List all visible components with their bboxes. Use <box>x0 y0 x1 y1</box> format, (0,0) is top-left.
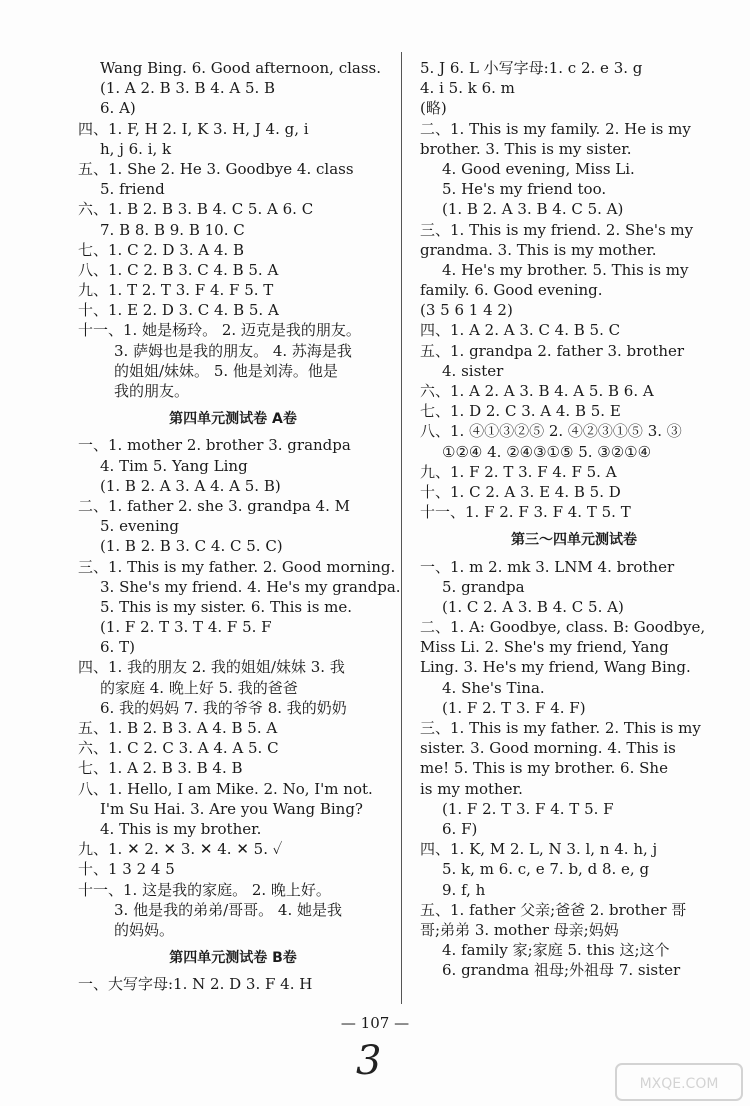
answer-line: is my mother. <box>420 779 523 798</box>
right-answer-column <box>420 58 728 980</box>
answer-line: 九、1. ✕ 2. ✕ 3. ✕ 4. ✕ 5. ✓ <box>78 840 283 859</box>
section-heading: 第四单元测试卷 A卷 <box>169 411 297 428</box>
answer-line: 四、1. 我的朋友 2. 我的姐姐/妹妹 3. 我 <box>78 658 345 677</box>
answer-line: 四、1. F, H 2. I, K 3. H, J 4. g, i <box>78 119 309 138</box>
answer-line: (1. F 2. T 3. F 4. T 5. F <box>442 799 614 818</box>
answer-line: (略) <box>420 99 447 118</box>
answer-line: (1. B 2. A 3. A 4. A 5. B) <box>100 476 281 495</box>
answer-line: 6. A) <box>100 99 136 118</box>
answer-line: 二、1. father 2. she 3. grandpa 4. M <box>78 496 350 515</box>
answer-line: 六、1. A 2. A 3. B 4. A 5. B 6. A <box>420 382 654 400</box>
answer-line: 三、1. This is my friend. 2. She's my <box>420 220 694 239</box>
answer-line: 4. sister <box>442 361 504 380</box>
answer-line: 6. T) <box>100 638 135 657</box>
answer-line: 十、1. E 2. D 3. C 4. B 5. A <box>78 301 279 320</box>
answer-line: (1. A 2. B 3. B 4. A 5. B <box>100 79 276 98</box>
answer-line: 四、1. K, M 2. L, N 3. l, n 4. h, j <box>420 840 658 859</box>
answer-line: Wang Bing. 6. Good afternoon, class. <box>100 59 381 77</box>
answer-line: 三、1. This is my father. 2. Good morning. <box>78 557 396 576</box>
answer-line: (1. B 2. A 3. B 4. C 5. A) <box>442 200 624 219</box>
answer-line: 4. This is my brother. <box>100 819 262 838</box>
answer-line: me! 5. This is my brother. 6. She <box>420 759 668 778</box>
answer-line: 5. grandpa <box>442 577 525 596</box>
answer-line: (1. B 2. B 3. C 4. C 5. C) <box>100 537 283 556</box>
answer-line: 八、1. ④①③②⑤ 2. ④②③①⑤ 3. ③ <box>420 422 682 441</box>
answer-line: 二、1. This is my family. 2. He is my <box>420 119 691 138</box>
answer-line: 的家庭 4. 晚上好 5. 我的爸爸 <box>100 678 298 697</box>
answer-line: 3. She's my friend. 4. He's my grandpa. <box>100 577 401 596</box>
answer-line: 四、1. A 2. A 3. C 4. B 5. C <box>420 321 621 340</box>
answer-line: 十、1. C 2. A 3. E 4. B 5. D <box>420 482 621 501</box>
answer-line: brother. 3. This is my sister. <box>420 139 632 158</box>
answer-line: 二、1. A: Goodbye, class. B: Goodbye, <box>420 618 706 637</box>
answer-line: 5. evening <box>100 517 180 536</box>
answer-line: Miss Li. 2. She's my friend, Yang <box>420 638 669 657</box>
answer-line: 5. He's my friend too. <box>442 180 607 199</box>
answer-line: 五、1. father 父亲;爸爸 2. brother 哥 <box>420 900 687 919</box>
answer-line: 7. B 8. B 9. B 10. C <box>100 220 245 239</box>
answer-line: 九、1. F 2. T 3. F 4. F 5. A <box>420 462 617 481</box>
answer-line: 6. 我的妈妈 7. 我的爷爷 8. 我的奶奶 <box>100 698 347 717</box>
answer-line: 5. friend <box>100 180 165 199</box>
answer-line: Ling. 3. He's my friend, Wang Bing. <box>420 658 691 677</box>
section-heading: 第三～四单元测试卷 <box>511 532 637 549</box>
left-answer-column <box>78 58 401 994</box>
answer-line: 5. J 6. L 小写字母:1. c 2. e 3. g <box>420 59 643 77</box>
answer-line: 4. She's Tina. <box>442 678 545 697</box>
answer-line: 6. grandma 祖母;外祖母 7. sister <box>442 961 681 980</box>
answer-line: 十一、1. 这是我的家庭。 2. 晚上好。 <box>78 880 331 899</box>
answer-line: 4. Good evening, Miss Li. <box>442 159 635 178</box>
answer-line: 3. 萨姆也是我的朋友。 4. 苏海是我 <box>114 341 352 360</box>
answer-line: (1. F 2. T 3. T 4. F 5. F <box>100 618 272 637</box>
svg-text:MXQE.COM: MXQE.COM <box>639 1076 719 1092</box>
answer-line: 七、1. A 2. B 3. B 4. B <box>78 759 243 778</box>
answer-line: 一、1. mother 2. brother 3. grandpa <box>78 436 351 455</box>
answer-line: 的姐姐/妹妹。 5. 他是刘涛。他是 <box>114 361 338 380</box>
answer-line: 6. F) <box>442 819 478 838</box>
answer-line: 五、1. B 2. B 3. A 4. B 5. A <box>78 719 278 737</box>
answer-line: 三、1. This is my father. 2. This is my <box>420 719 701 737</box>
column-divider <box>401 52 402 1004</box>
answer-line: (1. F 2. T 3. F 4. F) <box>442 698 586 717</box>
answer-line: 一、大写字母:1. N 2. D 3. F 4. H <box>78 975 313 994</box>
answer-line: 五、1. She 2. He 3. Goodbye 4. class <box>78 159 354 178</box>
answer-line: 八、1. Hello, I am Mike. 2. No, I'm not. <box>78 779 373 798</box>
page-number: — 107 — <box>340 1014 410 1032</box>
answer-line: 六、1. B 2. B 3. B 4. C 5. A 6. C <box>78 200 314 219</box>
answer-line: 的妈妈。 <box>114 920 175 939</box>
answer-line: 十一、1. 她是杨玲。 2. 迈克是我的朋友。 <box>78 321 361 340</box>
answer-line: 一、1. m 2. mk 3. LNM 4. brother <box>420 557 675 576</box>
section-heading: 第四单元测试卷 B卷 <box>169 950 297 967</box>
answer-line: I'm Su Hai. 3. Are you Wang Bing? <box>100 799 363 818</box>
answer-line: 4. Tim 5. Yang Ling <box>100 456 248 475</box>
answer-line: 十一、1. F 2. F 3. F 4. T 5. T <box>420 503 631 522</box>
handwritten-mark: 3 <box>356 1038 382 1084</box>
answer-line: 4. i 5. k 6. m <box>420 79 515 98</box>
answer-line: 七、1. C 2. D 3. A 4. B <box>78 240 244 259</box>
answer-line: 4. family 家;家庭 5. this 这;这个 <box>442 941 670 960</box>
watermark-logo <box>614 1062 744 1102</box>
answer-line: 六、1. C 2. C 3. A 4. A 5. C <box>78 739 279 758</box>
answer-line: 哥;弟弟 3. mother 母亲;妈妈 <box>420 920 619 939</box>
answer-line: family. 6. Good evening. <box>420 281 603 300</box>
answer-line: ①②④ 4. ②④③①⑤ 5. ③②①④ <box>442 442 652 461</box>
answer-line: 十、1 3 2 4 5 <box>78 860 175 879</box>
answer-line: 五、1. grandpa 2. father 3. brother <box>420 341 685 360</box>
answer-line: (3 5 6 1 4 2) <box>420 301 513 320</box>
answer-line: (1. C 2. A 3. B 4. C 5. A) <box>442 597 624 616</box>
answer-line: 5. This is my sister. 6. This is me. <box>100 597 353 616</box>
answer-line: sister. 3. Good morning. 4. This is <box>420 739 676 758</box>
answer-line: h, j 6. i, k <box>100 139 172 158</box>
answer-line: grandma. 3. This is my mother. <box>420 240 657 259</box>
answer-line: 我的朋友。 <box>114 382 190 400</box>
answer-line: 3. 他是我的弟弟/哥哥。 4. 她是我 <box>114 900 342 919</box>
answer-line: 9. f, h <box>442 880 486 899</box>
answer-line: 八、1. C 2. B 3. C 4. B 5. A <box>78 260 279 279</box>
answer-line: 七、1. D 2. C 3. A 4. B 5. E <box>420 402 621 421</box>
answer-line: 九、1. T 2. T 3. F 4. F 5. T <box>78 281 274 300</box>
answer-line: 5. k, m 6. c, e 7. b, d 8. e, g <box>442 860 650 879</box>
answer-line: 4. He's my brother. 5. This is my <box>442 260 689 279</box>
